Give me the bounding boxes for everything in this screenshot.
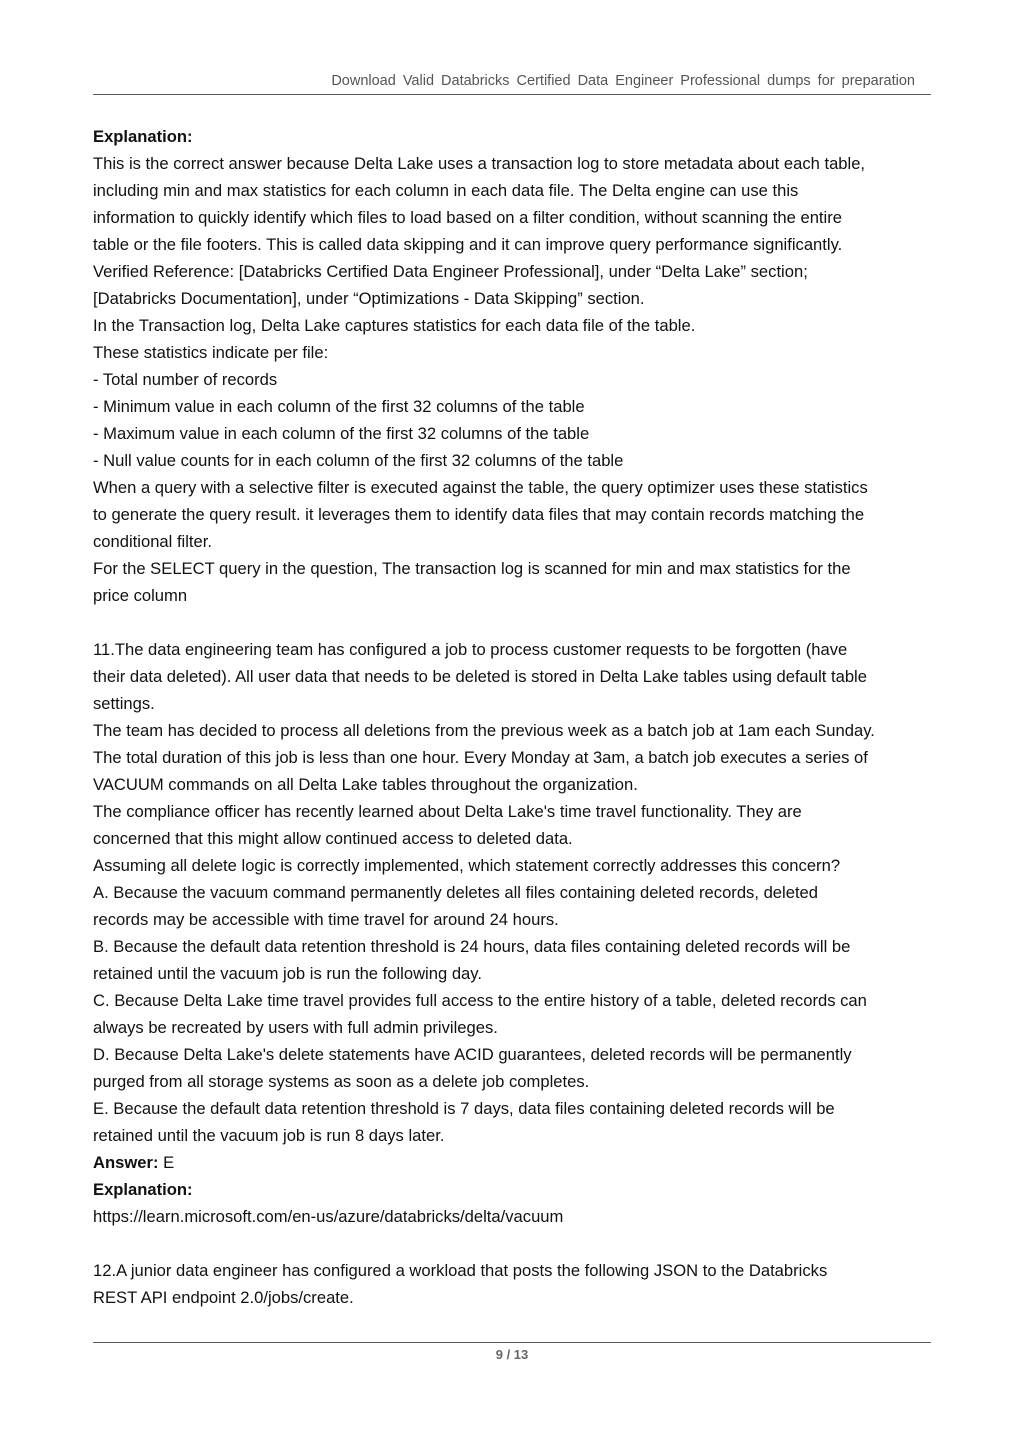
text-line: In the Transaction log, Delta Lake captures statistics for each data file of the table.: [93, 316, 696, 335]
option-e-line: retained until the vacuum job is run 8 days later.: [93, 1126, 445, 1145]
document-body: [93, 123, 939, 1311]
option-c-line: C. Because Delta Lake time travel provides full access to the entire history of a table, deleted records can: [93, 991, 867, 1010]
answer-label: Answer:: [93, 1153, 159, 1172]
answer-line: [93, 1149, 939, 1176]
question-line: The compliance officer has recently learned about Delta Lake's time travel functionality. They are: [93, 802, 802, 821]
text-line: - Minimum value in each column of the first 32 columns of the table: [93, 397, 585, 416]
text-line: to generate the query result. it leverages them to identify data files that may contain records matching the: [93, 505, 865, 524]
question-11: [93, 636, 939, 1230]
text-line: - Total number of records: [93, 370, 278, 389]
spacer: [93, 1230, 939, 1257]
question-12: [93, 1257, 939, 1311]
option-c-line: always be recreated by users with full admin privileges.: [93, 1018, 498, 1037]
text-line: This is the correct answer because Delta Lake uses a transaction log to store metadata about each table,: [93, 154, 866, 173]
explanation-heading: Explanation:: [93, 1180, 193, 1199]
question-line: settings.: [93, 694, 155, 713]
question-line: 12.A junior data engineer has configured a workload that posts the following JSON to the Databricks: [93, 1261, 828, 1280]
option-a-line: records may be accessible with time travel for around 24 hours.: [93, 910, 559, 929]
option-e-line: E. Because the default data retention threshold is 7 days, data files containing deleted records will be: [93, 1099, 835, 1118]
option-a-line: A. Because the vacuum command permanently deletes all files containing deleted records, deleted: [93, 883, 819, 902]
question-line: The team has decided to process all deletions from the previous week as a batch job at 1am each Sunday.: [93, 721, 875, 740]
page-number: 9 / 13: [495, 1347, 529, 1362]
text-line: table or the file footers. This is called data skipping and it can improve query performance significantly.: [93, 235, 843, 254]
text-line: including min and max statistics for each column in each data file. The Delta engine can use this: [93, 181, 799, 200]
answer-value: E: [158, 1153, 175, 1172]
text-line: When a query with a selective filter is executed against the table, the query optimizer uses these statistics: [93, 478, 868, 497]
spacer: [93, 609, 939, 636]
explanation-heading: Explanation:: [93, 127, 193, 146]
option-d-line: D. Because Delta Lake's delete statements have ACID guarantees, deleted records will be permanently: [93, 1045, 852, 1064]
option-d-line: purged from all storage systems as soon as a delete job completes.: [93, 1072, 590, 1091]
option-b-line: B. Because the default data retention threshold is 24 hours, data files containing deleted records will be: [93, 937, 851, 956]
text-line: Verified Reference: [Databricks Certified Data Engineer Professional], under “Delta Lake” section;: [93, 262, 808, 281]
question-line: their data deleted). All user data that needs to be deleted is stored in Delta Lake tables using default table: [93, 667, 867, 686]
page-header: [93, 72, 931, 95]
explanation-body: [93, 150, 939, 609]
question-line: The total duration of this job is less than one hour. Every Monday at 3am, a batch job executes a series of: [93, 748, 868, 767]
text-line: price column: [93, 586, 188, 605]
text-line: information to quickly identify which files to load based on a filter condition, without scanning the entire: [93, 208, 842, 227]
text-line: These statistics indicate per file:: [93, 343, 329, 362]
text-line: - Maximum value in each column of the first 32 columns of the table: [93, 424, 590, 443]
text-line: [Databricks Documentation], under “Optimizations - Data Skipping” section.: [93, 289, 645, 308]
question-line: REST API endpoint 2.0/jobs/create.: [93, 1288, 354, 1307]
option-b-line: retained until the vacuum job is run the following day.: [93, 964, 482, 983]
question-line: Assuming all delete logic is correctly implemented, which statement correctly addresses this concern?: [93, 856, 841, 875]
question-line: concerned that this might allow continued access to deleted data.: [93, 829, 573, 848]
header-title: Download Valid Databricks Certified Data Engineer Professional dumps for preparation: [331, 73, 915, 89]
question-line: 11.The data engineering team has configured a job to process customer requests to be forgotten (have: [93, 640, 848, 659]
question-line: VACUUM commands on all Delta Lake tables throughout the organization.: [93, 775, 638, 794]
text-line: - Null value counts for in each column of the first 32 columns of the table: [93, 451, 624, 470]
text-line: For the SELECT query in the question, The transaction log is scanned for min and max statistics for the: [93, 559, 851, 578]
text-line: conditional filter.: [93, 532, 212, 551]
explanation-url: https://learn.microsoft.com/en-us/azure/databricks/delta/vacuum: [93, 1207, 564, 1226]
page-footer: [93, 1342, 931, 1362]
